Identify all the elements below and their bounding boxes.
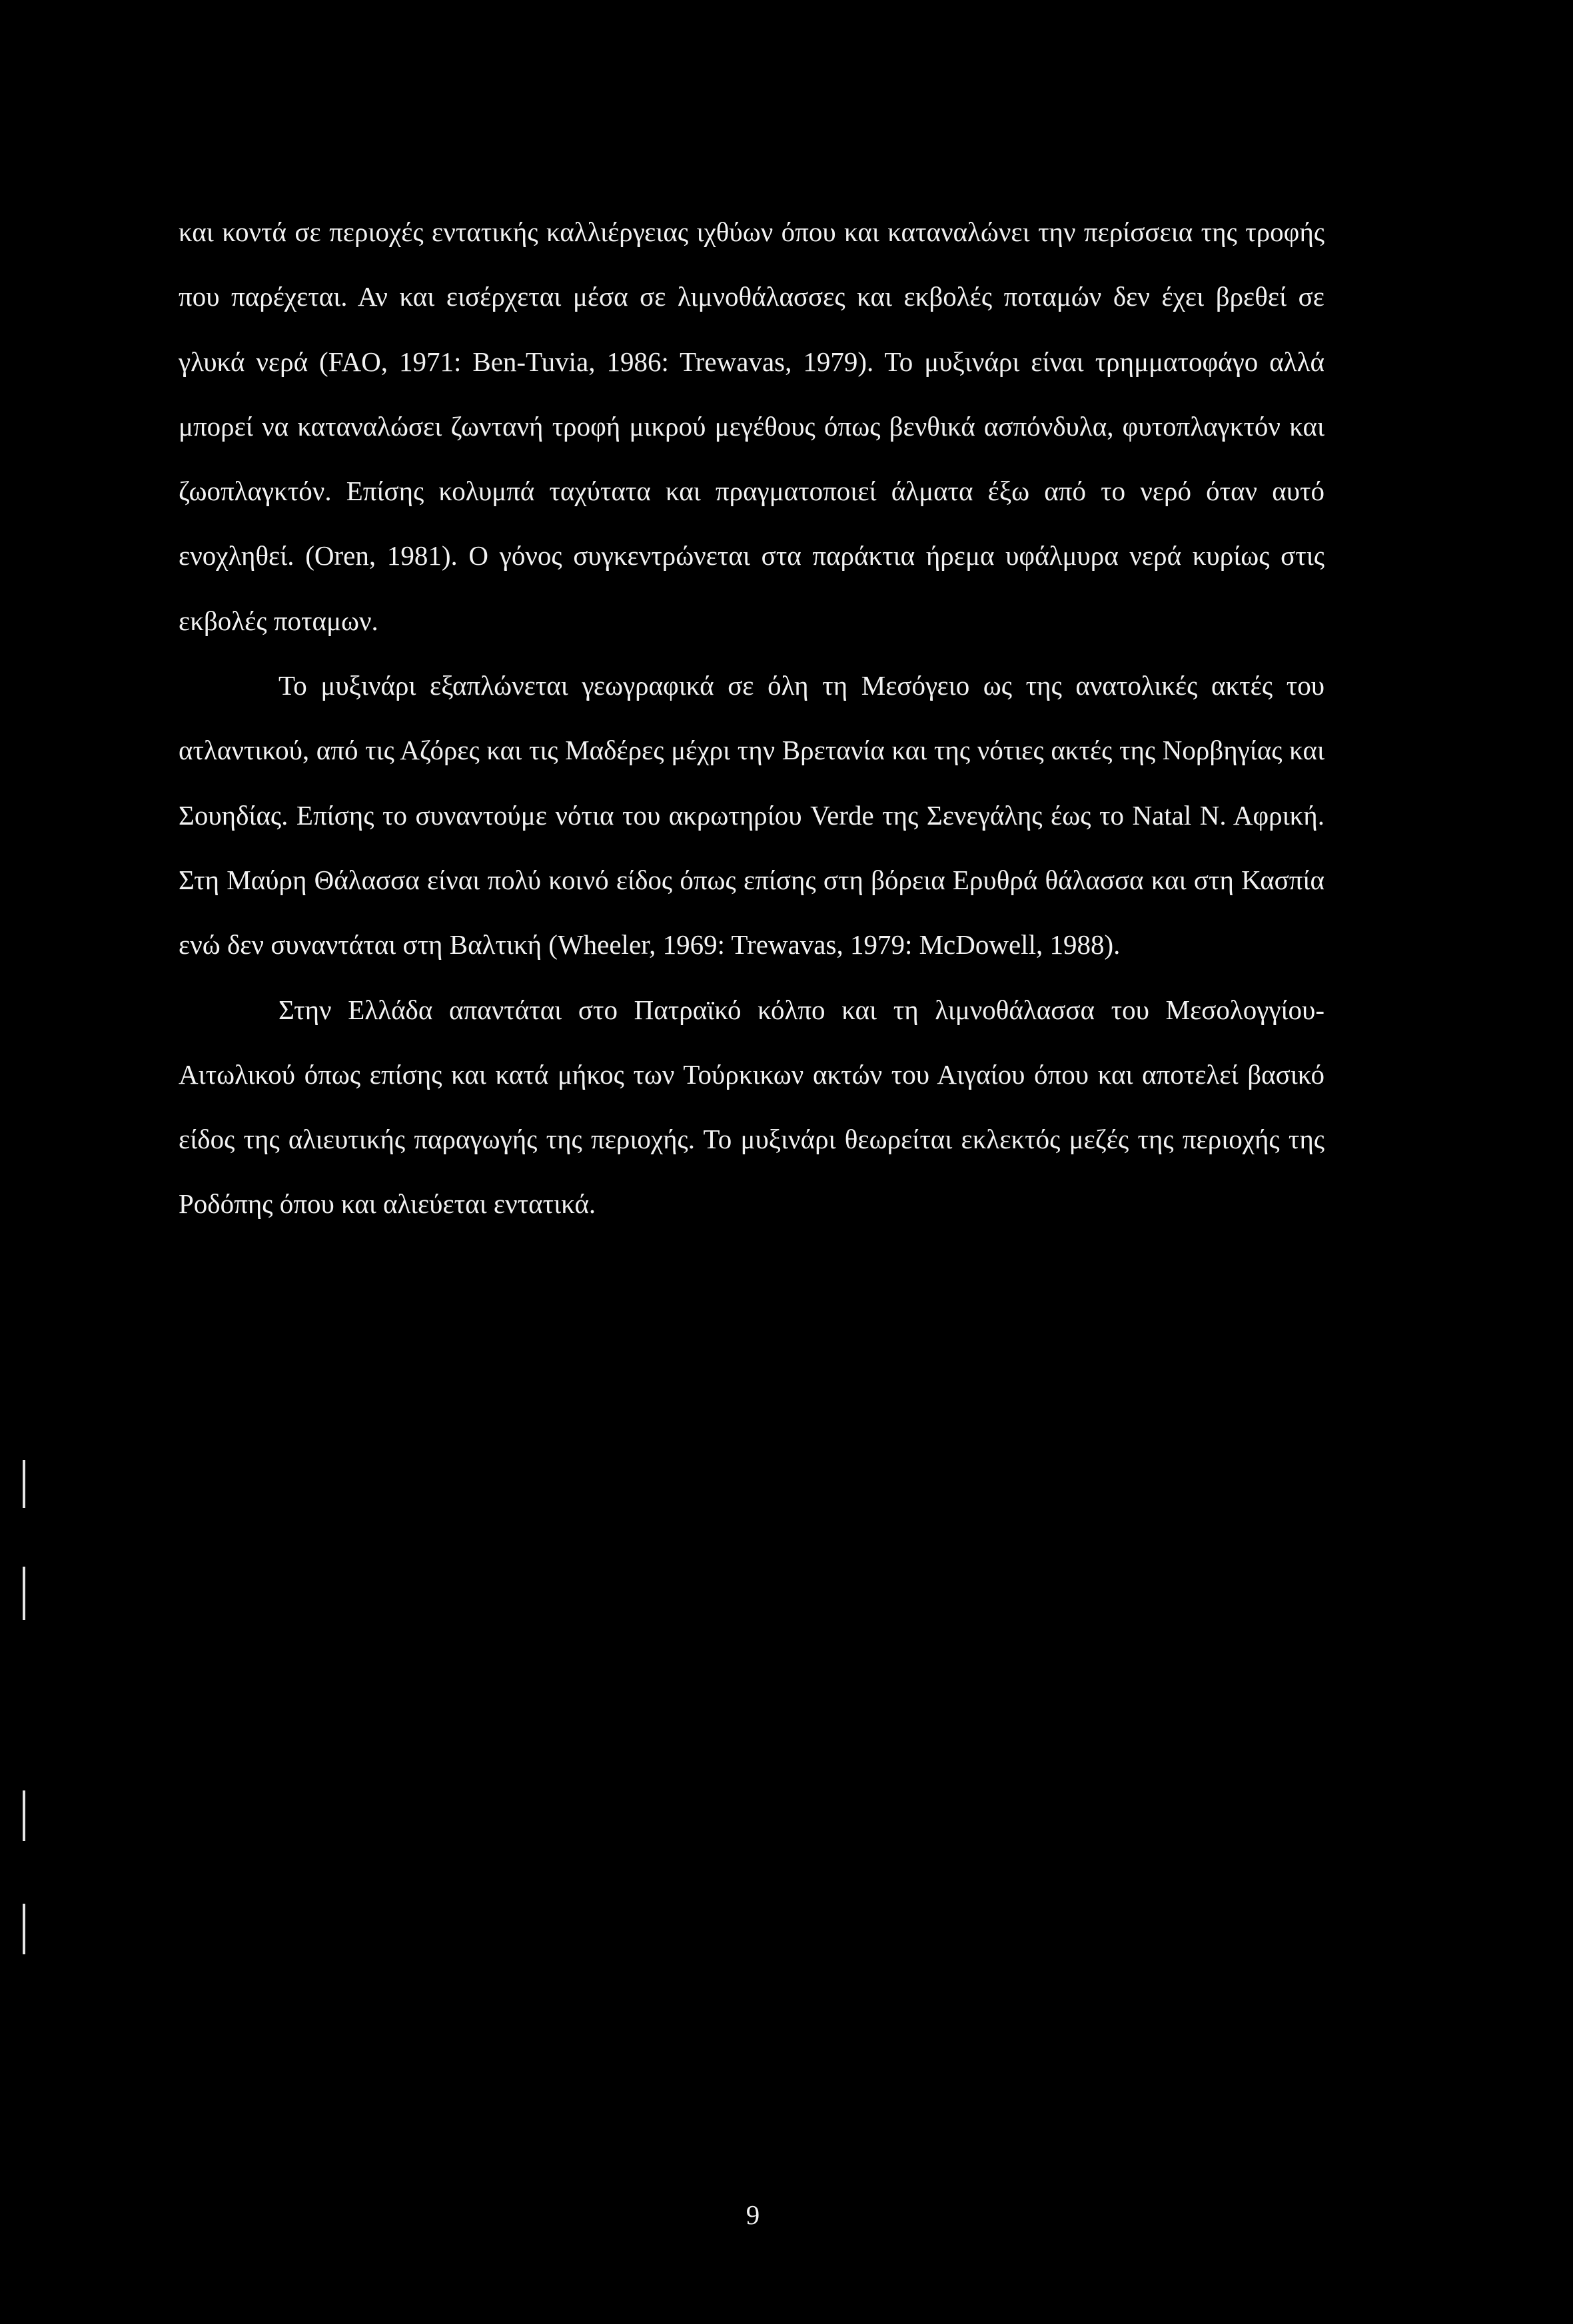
binding-mark: [23, 1904, 25, 1954]
page-number: 9: [746, 2199, 760, 2230]
binding-mark: [23, 1567, 25, 1620]
binding-mark: [23, 1460, 25, 1508]
paragraph-distribution: Το μυξινάρι εξαπλώνεται γεωγραφικά σε όλη τη Μεσόγειο ως της ανατολικές ακτές του ατλαντικού, από τις Αζόρες και τις Μαδέρες μέχρι την Βρετανία και της νότιες ακτές της Νορβηγίας και Σουηδίας. Επίσης το συναντούμε νότια του ακρωτηρίου Verde της Σενεγάλης έως το Natal Ν. Αφρική. Στη Μαύρη Θάλασσα είναι πολύ κοινό είδος όπως επίσης στη βόρεια Ερυθρά θάλασσα και στη Κασπία ενώ δεν συναντάται στη Βαλτική (Wheeler, 1969: Trewavas, 1979: McDowell, 1988).: [179, 670, 1324, 961]
binding-mark: [23, 1790, 25, 1841]
paragraph-habitat: και κοντά σε περιοχές εντατικής καλλιέργειας ιχθύων όπου και καταναλώνει την περίσσεια της τροφής που παρέχεται. Αν και εισέρχεται μέσα σε λιμνοθάλασσες και εκβολές ποταμών δεν έχει βρεθεί σε γλυκά νερά (FAO, 1971: Ben-Tuvia, 1986: Trewavas, 1979). Το μυξινάρι είναι τρημματοφάγο αλλά μπορεί να καταναλώσει ζωντανή τροφή μικρού μεγέθους όπως βενθικά ασπόνδυλα, φυτοπλαγκτόν και ζωοπλαγκτόν. Επίσης κολυμπά ταχύτατα και πραγματοποιεί άλματα έξω από το νερό όταν αυτό ενοχληθεί. (Oren, 1981). Ο γόνος συγκεντρώνεται στα παράκτια ήρεμα υφάλμυρα νερά κυρίως στις εκβολές ποταμων.: [179, 216, 1324, 636]
paragraph-greece: Στην Ελλάδα απαντάται στο Πατραϊκό κόλπο και τη λιμνοθάλασσα του Μεσολογγίου-Αιτωλικού όπως επίσης και κατά μήκος των Τούρκικων ακτών του Αιγαίου όπου και αποτελεί βασικό είδος της αλιευτικής παραγωγής της περιοχής. Το μυξινάρι θεωρείται εκλεκτός μεζές της περιοχής της Ροδόπης όπου και αλιεύεται εντατικά.: [179, 994, 1324, 1220]
body-text: [179, 200, 1324, 1237]
